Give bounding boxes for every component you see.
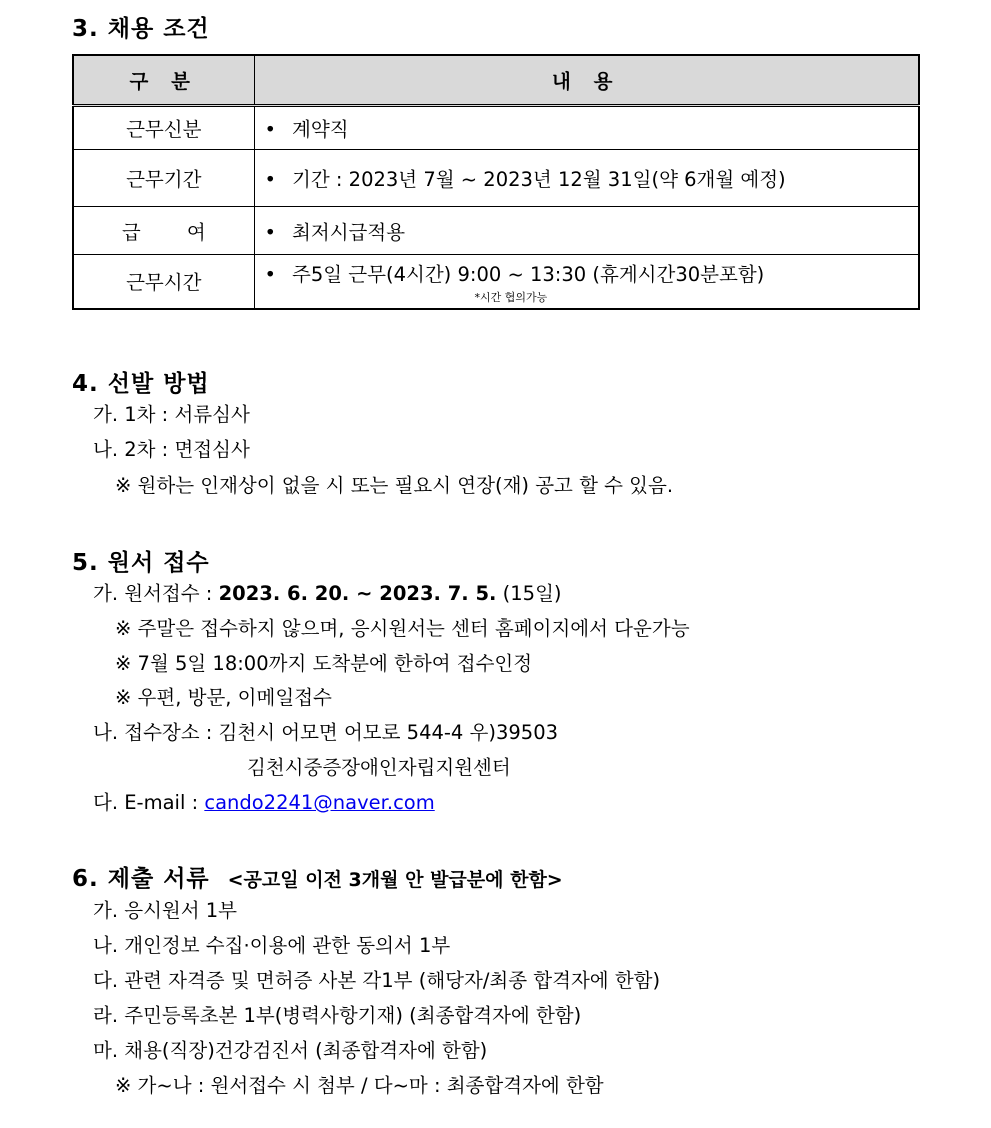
section-6-title: 6. 제출 서류 <공고일 이전 3개월 안 발급분에 한함>: [72, 866, 563, 892]
row-value: • 주5일 근무(4시간) 9:00 ~ 13:30 (휴게시간30분포함) *시간 협의가능: [254, 255, 919, 309]
header-content: 내 용: [254, 55, 919, 106]
document-item: 라. 주민등록초본 1부(병력사항기재) (최종합격자에 한함): [93, 1004, 582, 1027]
section-6-subtitle: <공고일 이전 3개월 안 발급분에 한함>: [227, 869, 563, 891]
row-value: • 계약직: [254, 106, 919, 150]
application-email: 다. E-mail : cando2241@naver.com: [93, 791, 435, 814]
document-item: 다. 관련 자격증 및 면허증 사본 각1부 (해당자/최종 합격자에 한함): [93, 969, 661, 992]
time-negotiable-note: *시간 협의가능: [474, 291, 548, 304]
application-location-name: 김천시중증장애인자립지원센터: [247, 756, 511, 779]
row-value: • 기간 : 2023년 7월 ~ 2023년 12월 31일(약 6개월 예정): [254, 150, 919, 207]
table-header-row: [73, 55, 919, 106]
row-label: 근무시간: [73, 255, 254, 309]
section-4-title: 4. 선발 방법: [72, 371, 210, 397]
selection-step-1: 가. 1차 : 서류심사: [93, 403, 250, 426]
document-item: 가. 응시원서 1부: [93, 899, 238, 922]
application-location: 나. 접수장소 : 김천시 어모면 어모로 544-4 우)39503: [93, 721, 559, 744]
section-3-title: 3. 채용 조건: [72, 16, 210, 42]
row-value: • 최저시급적용: [254, 207, 919, 255]
selection-note: ※ 원하는 인재상이 없을 시 또는 필요시 연장(재) 공고 할 수 있음.: [115, 474, 674, 497]
application-note-methods: ※ 우편, 방문, 이메일접수: [115, 686, 332, 709]
row-label: 근무기간: [73, 150, 254, 207]
employment-conditions-table: [72, 54, 920, 310]
table-row: [73, 255, 919, 309]
section-5-title: 5. 원서 접수: [72, 550, 210, 576]
row-label: 근무신분: [73, 106, 254, 150]
application-note-weekend: ※ 주말은 접수하지 않으며, 응시원서는 센터 홈페이지에서 다운가능: [115, 617, 690, 640]
header-category: 구 분: [73, 55, 254, 106]
email-link[interactable]: cando2241@naver.com: [204, 791, 435, 814]
document-item: 마. 채용(직장)건강검진서 (최종합격자에 한함): [93, 1039, 488, 1062]
row-label: 급 여: [73, 207, 254, 255]
table-row: [73, 106, 919, 150]
selection-step-2: 나. 2차 : 면접심사: [93, 438, 250, 461]
application-dates: 2023. 6. 20. ~ 2023. 7. 5.: [218, 582, 497, 605]
document-item: 나. 개인정보 수집·이용에 관한 동의서 1부: [93, 934, 451, 957]
table-row: [73, 207, 919, 255]
table-row: [73, 150, 919, 207]
application-period: 가. 원서접수 : 2023. 6. 20. ~ 2023. 7. 5. (15일): [93, 582, 562, 605]
application-note-deadline: ※ 7월 5일 18:00까지 도착분에 한하여 접수인정: [115, 652, 533, 675]
documents-note: ※ 가~나 : 원서접수 시 첨부 / 다~마 : 최종합격자에 한함: [115, 1074, 604, 1097]
